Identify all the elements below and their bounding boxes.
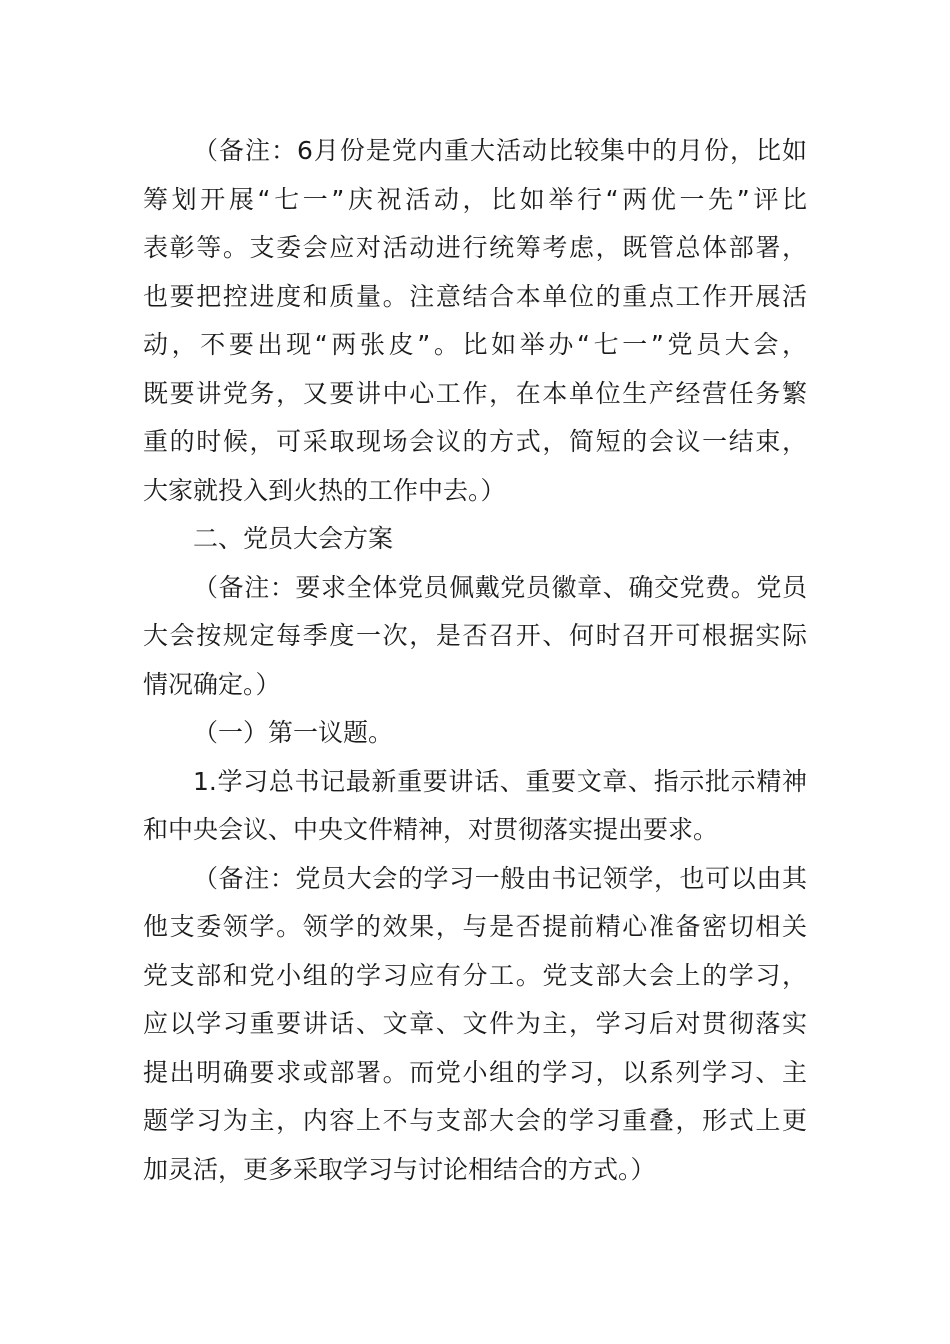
text-line: （备注：6月份是党内重大活动比较集中的月份，比如 (193, 136, 807, 165)
text-line: 加灵活，更多采取学习与讨论相结合的方式。） (143, 1154, 656, 1184)
text-line: 1.学习总书记最新重要讲话、重要文章、指示批示精神 (193, 766, 807, 796)
text-line: 筹划开展“七一”庆祝活动，比如举行“两优一先”评比 (143, 184, 807, 214)
text-line: 提出明确要求或部署。而党小组的学习，以系列学习、主 (143, 1057, 807, 1087)
text-line: 也要把控进度和质量。注意结合本单位的重点工作开展活 (143, 281, 807, 311)
text-line: 表彰等。支委会应对活动进行统筹考虑，既管总体部署， (143, 233, 807, 262)
text-line: （一）第一议题。 (193, 718, 394, 747)
subheading-first-topic (143, 709, 807, 758)
text-line: 大会按规定每季度一次，是否召开、何时召开可根据实际 (143, 621, 807, 650)
paragraph-note-study (143, 855, 807, 1195)
text-line: 他支委领学。领学的效果，与是否提前精心准备密切相关 (143, 912, 807, 941)
text-line: 二、党员大会方案 (193, 524, 394, 553)
document-body (143, 127, 807, 1194)
text-line: 党支部和党小组的学习应有分工。党支部大会上的学习， (143, 960, 807, 990)
list-item-study (143, 758, 807, 855)
text-line: 重的时候，可采取现场会议的方式，简短的会议一结束， (143, 427, 807, 456)
section-heading-party-meeting-plan (143, 515, 807, 564)
text-line: 既要讲党务，又要讲中心工作，在本单位生产经营任务繁 (143, 378, 807, 408)
text-line: 情况确定。） (143, 669, 281, 699)
paragraph-note-requirements (143, 564, 807, 710)
text-line: 应以学习重要讲话、文章、文件为主，学习后对贯彻落实 (143, 1009, 807, 1038)
text-line: 大家就投入到火热的工作中去。） (143, 475, 506, 505)
text-line: （备注：党员大会的学习一般由书记领学，也可以由其 (193, 863, 807, 893)
paragraph-note-june (143, 127, 807, 515)
text-line: 动，不要出现“两张皮”。比如举办“七一”党员大会， (143, 330, 807, 359)
text-line: 和中央会议、中央文件精神，对贯彻落实提出要求。 (143, 815, 719, 844)
text-line: （备注：要求全体党员佩戴党员徽章、确交党费。党员 (193, 572, 807, 602)
text-line: 题学习为主，内容上不与支部大会的学习重叠，形式上更 (143, 1106, 807, 1135)
